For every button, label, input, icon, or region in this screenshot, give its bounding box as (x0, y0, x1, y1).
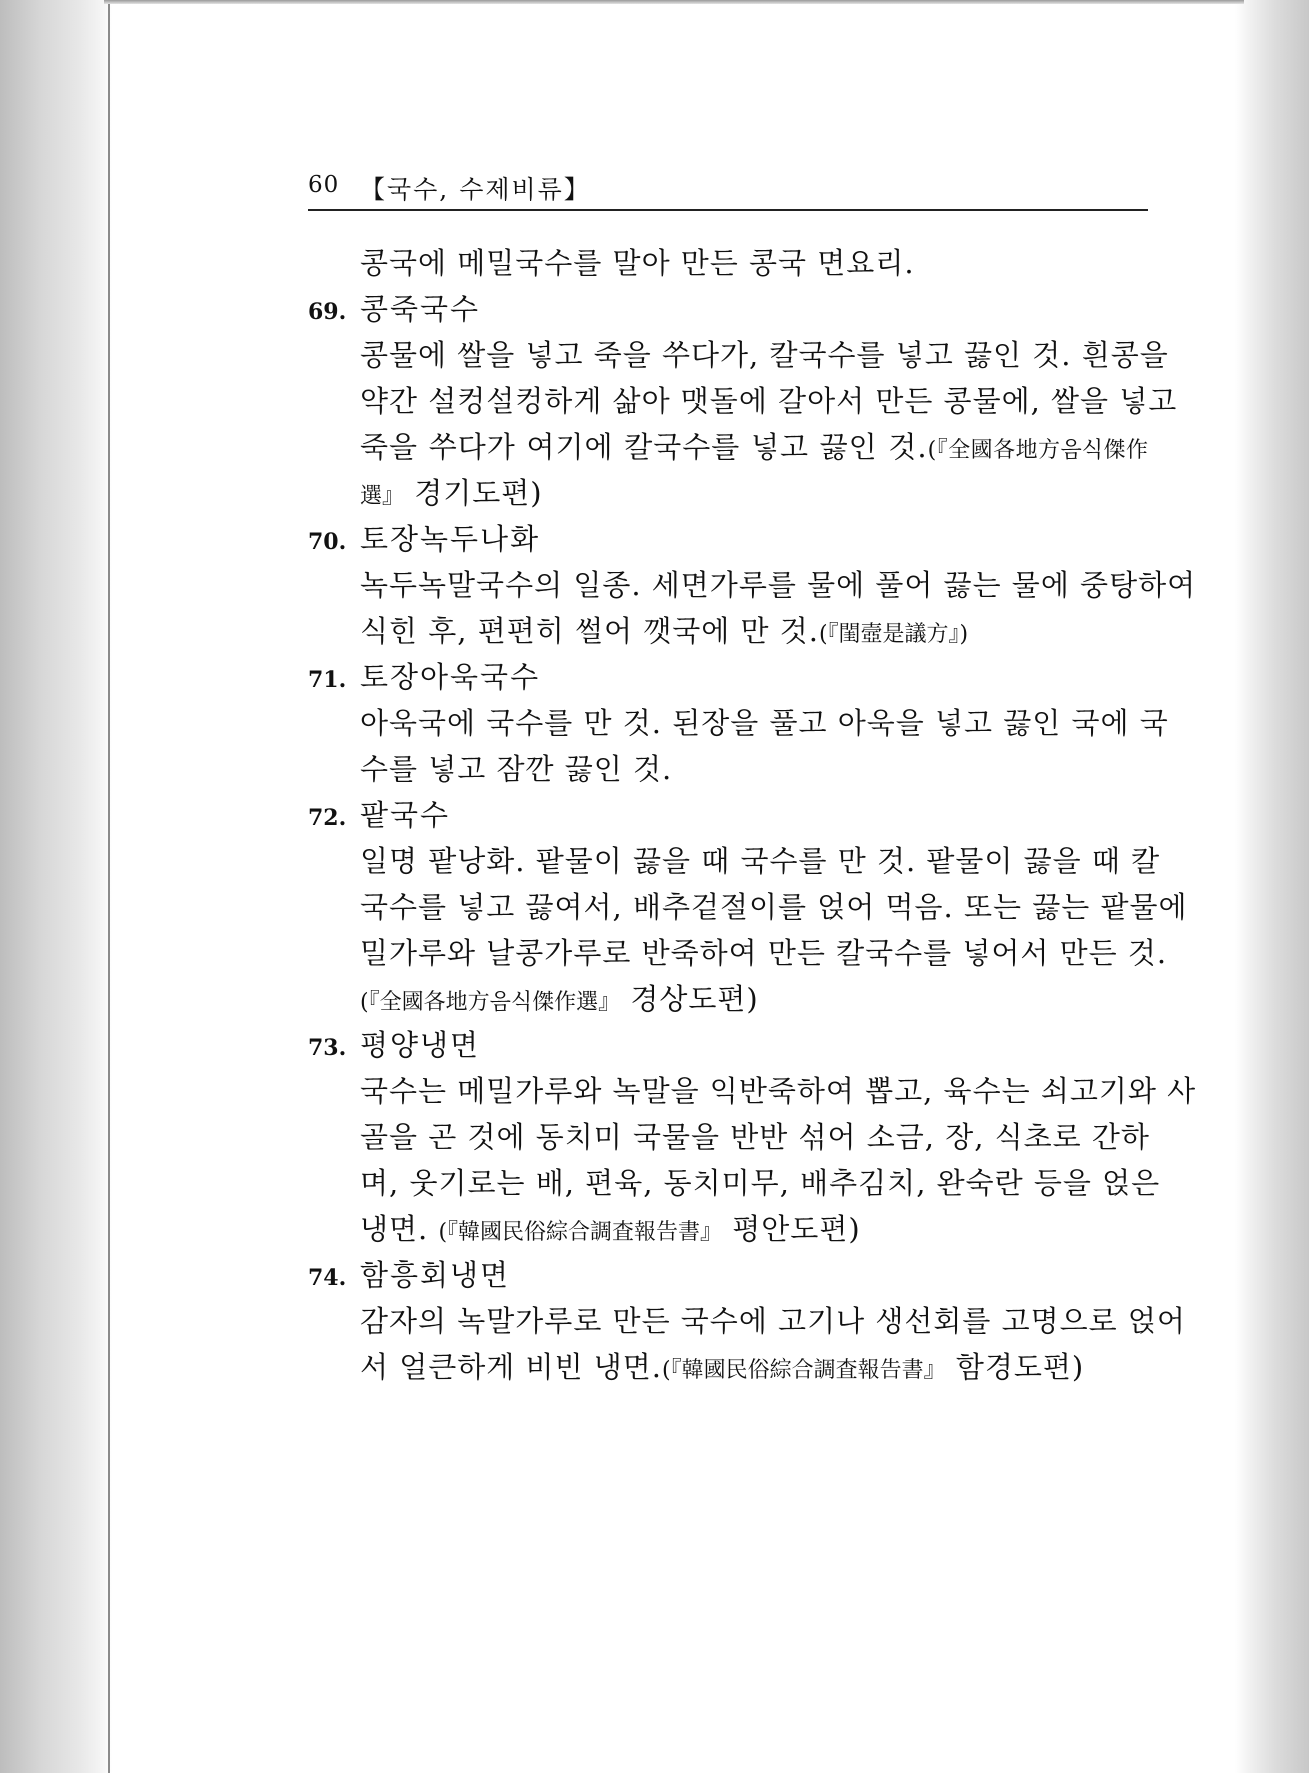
entry-number: 72. (308, 805, 347, 831)
entry-text-line: 감자의 녹말가루로 만든 국수에 고기나 생선회를 고명으로 얹어 (360, 1304, 1186, 1338)
entry-title: 토장아욱국수 (360, 660, 541, 694)
entry-text-line: 콩물에 쌀을 넣고 죽을 쑤다가, 칼국수를 넣고 끓인 것. 흰콩을 (360, 338, 1169, 372)
entry-72-heading (308, 792, 1148, 838)
entry-text: 죽을 쑤다가 여기에 칼국수를 넣고 끓인 것. (360, 430, 928, 464)
entry-number: 71. (308, 667, 347, 693)
entry-71-heading (308, 654, 1148, 700)
entry-text: 냉면. (360, 1212, 429, 1246)
section-title: 【국수, 수제비류】 (360, 175, 591, 204)
citation: (『閨壼是議方』) (818, 622, 969, 647)
book-page-edge-left (0, 0, 112, 1773)
entry-text-line (308, 424, 1148, 470)
entry-title: 팥국수 (360, 798, 451, 832)
entry-text-line: 골을 곤 것에 동치미 국물을 반반 섞어 소금, 장, 식초로 간하 (360, 1120, 1150, 1154)
citation: (『韓國民俗綜合調査報告書』 (662, 1358, 946, 1383)
entry-text: 서 얼큰하게 비빈 냉면. (360, 1350, 662, 1384)
entry-text-line: 아욱국에 국수를 만 것. 된장을 풀고 아욱을 넣고 끓인 국에 국 (360, 706, 1169, 740)
entry-text-line (308, 608, 1148, 654)
citation: (『全國各地方음식傑作 (927, 438, 1148, 463)
citation: 選』 (360, 484, 405, 509)
entry-number: 73. (308, 1035, 347, 1061)
entry-text: 식힌 후, 편편히 썰어 깻국에 만 것. (360, 614, 819, 648)
page-number: 60 (308, 172, 340, 198)
entry-number: 70. (308, 529, 347, 555)
header-rule (308, 209, 1148, 211)
running-header (308, 168, 1148, 208)
entry-title: 함흥회냉면 (360, 1258, 511, 1292)
page-top-edge (104, 0, 1244, 4)
book-page-edge-right (1235, 0, 1309, 1773)
entry-number: 69. (308, 299, 347, 325)
citation: (『全國各地方음식傑作選』 (360, 990, 621, 1015)
entry-number: 74. (308, 1265, 347, 1291)
entry-text-line: 국수는 메밀가루와 녹말을 익반죽하여 뽑고, 육수는 쇠고기와 사 (360, 1074, 1197, 1108)
entry-73-heading (308, 1022, 1148, 1068)
entry-text-line (308, 470, 1148, 516)
entry-text-line: 약간 설컹설컹하게 삶아 맷돌에 갈아서 만든 콩물에, 쌀을 넣고 (360, 384, 1178, 418)
entry-text: 경기도편) (414, 476, 543, 510)
entry-text-line: 녹두녹말국수의 일종. 세면가루를 물에 풀어 끓는 물에 중탕하여 (360, 568, 1197, 602)
entry-text: 평안도편) (732, 1212, 861, 1246)
entry-text: 함경도편) (955, 1350, 1085, 1384)
entry-text-line (308, 1344, 1148, 1390)
entry-69-heading (308, 286, 1148, 332)
entry-text-line: 며, 웃기로는 배, 편육, 동치미무, 배추김치, 완숙란 등을 얹은 (360, 1166, 1161, 1200)
entry-text-line (308, 976, 1148, 1022)
entry-text: 경상도편) (630, 982, 759, 1016)
entry-74-heading (308, 1252, 1148, 1298)
entry-text-line: 일명 팥낭화. 팥물이 끓을 때 국수를 만 것. 팥물이 끓을 때 칼 (360, 844, 1161, 878)
entry-text-line: 수를 넣고 잠깐 끓인 것. (360, 752, 673, 786)
entry-title: 평양냉면 (360, 1028, 481, 1062)
intro-line: 콩국에 메밀국수를 말아 만든 콩국 면요리. (360, 246, 915, 280)
entry-title: 토장녹두나화 (360, 522, 541, 556)
entry-text-line (308, 1206, 1148, 1252)
entry-70-heading (308, 516, 1148, 562)
citation: (『韓國民俗綜合調査報告書』 (438, 1220, 723, 1245)
page-body (308, 240, 1197, 1390)
entry-text-line: 밀가루와 날콩가루로 반죽하여 만든 칼국수를 넣어서 만든 것. (360, 936, 1168, 970)
entry-text-line: 국수를 넣고 끓여서, 배추겉절이를 얹어 먹음. 또는 끓는 팥물에 (360, 890, 1188, 924)
entry-title: 콩죽국수 (360, 292, 481, 326)
